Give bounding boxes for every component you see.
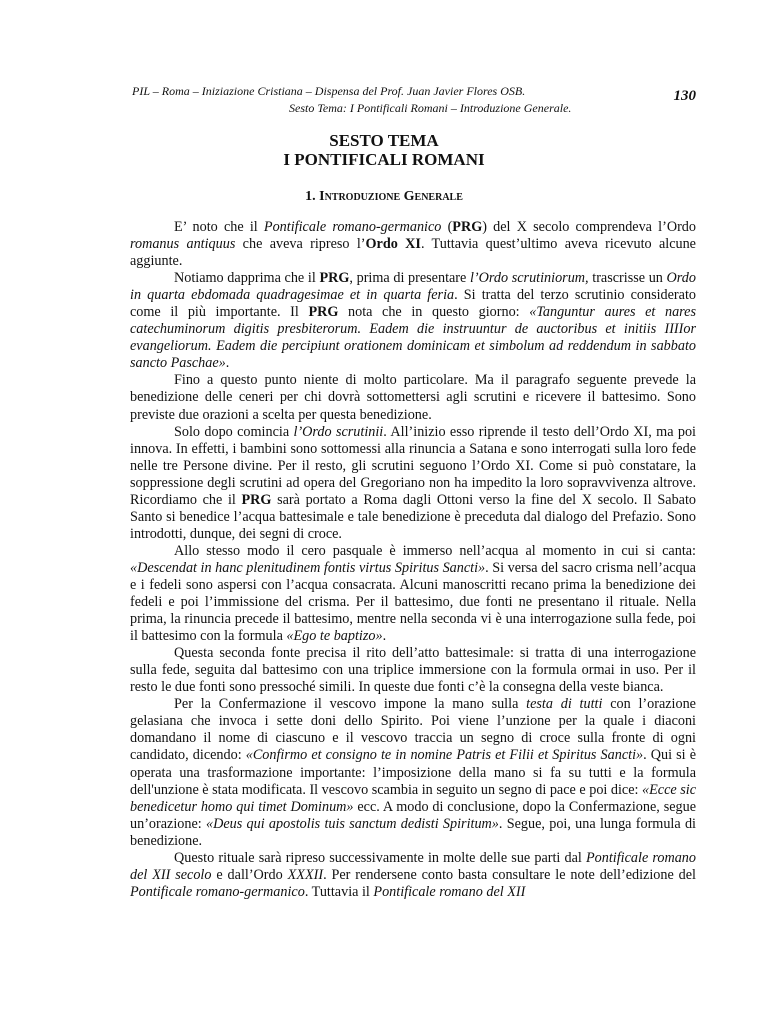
text-run: . Si versa del sacro crisma nell’acqua e i fedeli sono aspersi con l’acqua consacrata. Alcuni manoscritti recano prima la benedizione dei fedeli e poi l’immissione del crisma. Per il battesimo, due fonti ne presentano il rituale. Nella prima, la rinuncia precede il battesimo, mentre nella seconda vi è una interrogazione sulla fede, poi il battesimo con la formula [130, 559, 696, 645]
italic-text: «Deus qui apostolis tuis sanctum dedisti Spiritum» [205, 815, 499, 832]
text-run: trascrisse un [588, 270, 667, 287]
italic-text: XXXII [287, 866, 324, 883]
body-text [130, 219, 696, 901]
paragraph [130, 219, 696, 270]
paragraph [130, 372, 696, 423]
italic-text: «Ecce sic benedicetur homo qui timet Dominum» [130, 781, 696, 815]
text-run: nota che in questo giorno: [338, 304, 530, 321]
text-run: , prima di presentare [349, 270, 470, 287]
bold-text: PRG [319, 270, 350, 287]
text-run: sarà portato a Roma dagli Ottoni verso la fine del X secolo. Il Sabato Santo si benedice l’acqua battesimale e tale benedizione è preceduta dal dialogo del Prefazio. Sono introdotti, dunque, dei segni di croce. [130, 491, 697, 542]
text-run: ( [441, 219, 453, 235]
text-run: Questo rituale sarà ripreso successivamente in molte delle sue parti dal [174, 849, 586, 866]
text-run: . [225, 355, 230, 372]
italic-text: romanus antiquus [130, 236, 236, 253]
text-run: . Segue, poi, una lunga formula di benedizione. [130, 815, 696, 849]
text-run: Solo dopo comincia [174, 423, 294, 440]
text-run: . Tuttavia quest’ultimo aveva ricevuto alcune aggiunte. [130, 236, 696, 270]
text-run: Notiamo dapprima che il [174, 270, 320, 287]
bold-text: Ordo XI [365, 236, 421, 253]
bold-text: PRG [308, 304, 339, 321]
text-run: con l’orazione gelasiana che invoca i sette doni dello Spirito. Poi viene l’unzione per la quale i diaconi domandano il nome di ciascuno e il vescovo traccia un segno di croce sulla fronte di ogni candidato, dicendo: [130, 696, 696, 764]
italic-text: «Tanguntur aures et nares catechuminorum digitis presbiterorum. Eadem die instruuntur de auctoribus et initiis IIIIor evangeliorum. Eadem die percipiunt orationem dominicam et simbolum ad reddendum in sabbato sancto Paschae» [130, 304, 696, 372]
paragraph [130, 270, 696, 372]
paragraph [130, 696, 696, 849]
italic-text: testa di tutti [526, 696, 603, 713]
running-header-line1: PIL – Roma – Iniziazione Cristiana – Dispensa del Prof. Juan Javier Flores OSB. [132, 84, 526, 98]
text-run: Per la Confermazione il vescovo impone la mano sulla [174, 696, 527, 713]
text-run: . [382, 628, 387, 645]
italic-text: Pontificale romano del XII secolo [130, 849, 696, 883]
running-header-line2: Sesto Tema: I Pontificali Romani – Introduzione Generale. [289, 101, 572, 115]
text-run: che aveva ripreso l’ [235, 236, 366, 253]
italic-text: «Ego te baptizo» [286, 628, 383, 645]
text-run: Fino a questo punto niente di molto particolare. Ma il paragrafo seguente prevede la benedizione delle ceneri per chi dovrà sottomettersi agli scrutini e ricevere il battesimo. Sono previste due orazioni a scelta per questa benedizione. [130, 372, 696, 423]
italic-text: l’Ordo scrutiniorum, [469, 270, 589, 287]
bold-text: PRG [241, 491, 272, 508]
text-run: . Per rendersene conto basta consultare le note dell’edizione del [323, 866, 696, 883]
text-run: . Qui si è operata una trasformazione importante: l’imposizione della mano si fa su tutti e la formula dell'unzione è stata modificata. Il vescovo scambia in seguito un segno di pace e poi dice: [130, 747, 696, 798]
document-title-line1: SESTO TEMA [329, 131, 439, 150]
text-run: . Si tratta del terzo scrutinio considerato come il più importante. Il [130, 287, 696, 321]
italic-text: l’Ordo scrutinii [293, 423, 384, 440]
paragraph [130, 645, 696, 696]
paragraph [130, 850, 696, 901]
italic-text: Pontificale romano del XII [373, 883, 526, 900]
paragraph [130, 543, 696, 645]
text-run: e dall’Ordo [211, 866, 288, 883]
text-run: ) del X secolo comprendeva l’Ordo [482, 219, 696, 235]
bold-text: PRG [452, 219, 483, 235]
italic-text: Pontificale romano-germanico [130, 883, 305, 900]
text-run: . All’inizio esso riprende il testo dell’Ordo XI, ma poi innova. In effetti, i bambini sono sottomessi alla rinuncia a Satana e sono interrogati sulla loro fede nelle tre Persone divine. Per il resto, gli scrutini seguono l’Ordo XI. Come si può constatare, la soppressione degli scrutini ad opera del Gregoriano non ha impedito la loro sopravvivenza altrove. Ricordiamo che il [130, 423, 696, 508]
text-run: ecc. A modo di conclusione, dopo la Confermazione, segue un’orazione: [130, 798, 697, 832]
italic-text: «Descendat in hanc plenitudinem fontis virtus Spiritus Sancti» [130, 559, 486, 576]
italic-text: Ordo in quarta ebdomada quadragesimae et in quarta feria [130, 270, 696, 304]
text-run: . Tuttavia il [304, 883, 374, 900]
text-run: Questa seconda fonte precisa il rito dell’atto battesimale: si tratta di una interrogazione sulla fede, seguita dal battesimo con una triplice immersione con la formula ormai in uso. Per il resto le due fonti sono pressoché simili. In queste due fonti c’è la consegna della veste bianca. [130, 645, 696, 696]
italic-text: «Confirmo et consigno te in nomine Patris et Filii et Spiritus Sancti» [245, 747, 644, 764]
page-number: 130 [673, 88, 696, 104]
italic-text: Pontificale romano-germanico [263, 219, 442, 235]
section-heading: 1. Introduzione Generale [305, 189, 463, 204]
text-run: Allo stesso modo il cero pasquale è immerso nell’acqua al momento in cui si canta: [174, 542, 696, 559]
paragraph [130, 424, 696, 543]
text-run: E’ noto che il [174, 219, 264, 235]
document-title-line2: I PONTIFICALI ROMANI [283, 150, 485, 169]
